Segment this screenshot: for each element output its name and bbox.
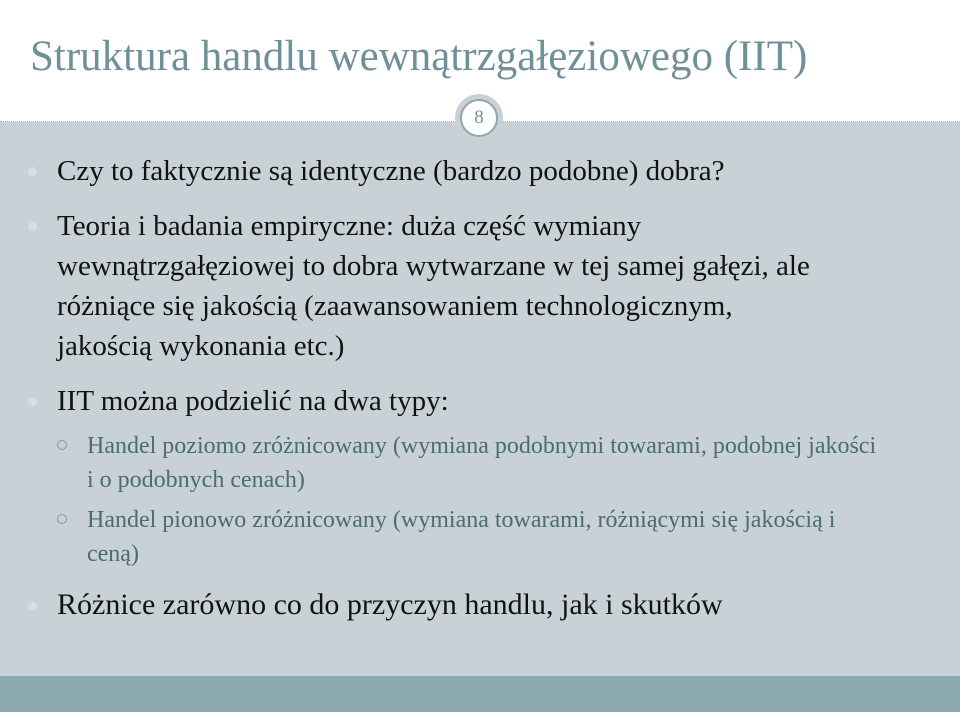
bullet-text: Różnice zarówno co do przyczyn handlu, jak i skutków <box>57 588 723 621</box>
sub-bullet-text: Handel poziomo zróżnicowany (wymiana podobnymi towarami, podobnej jakości i o podobnych cenach) <box>87 433 877 493</box>
bullet-text: Czy to faktycznie są identyczne (bardzo podobne) dobra? <box>57 155 725 187</box>
bullet-list <box>0 151 960 625</box>
bullet-item <box>0 151 960 191</box>
page-number-badge <box>455 94 503 142</box>
slide-title: Struktura handlu wewnątrzgałęziowego (IIT) <box>30 33 808 80</box>
bullet-dot-icon <box>28 397 37 406</box>
ring-bullet-icon <box>57 440 67 450</box>
sub-bullet-text: Handel pionowo zróżnicowany (wymiana towarami, różniącymi się jakością i ceną) <box>87 507 836 567</box>
ring-bullet-icon <box>57 514 67 524</box>
bullet-dot-icon <box>28 222 37 231</box>
bullet-item <box>0 585 960 625</box>
bullet-item <box>0 381 960 571</box>
bullet-dot-icon <box>28 602 37 611</box>
sub-bullet-item <box>57 429 920 497</box>
page-number: 8 <box>460 99 498 137</box>
bullet-item <box>0 206 960 366</box>
footer-bar <box>0 676 960 712</box>
bullet-text: IIT można podzielić na dwa typy: <box>57 385 449 417</box>
bullet-text: Teoria i badania empiryczne: duża część wymiany wewnątrzgałęziowej to dobra wytwarzane w tej samej gałęzi, ale różniące się jakością (zaawansowaniem technologicznym, jakością wykonania etc.) <box>57 210 810 362</box>
bullet-dot-icon <box>28 167 37 176</box>
sub-bullet-list <box>57 429 920 571</box>
sub-bullet-item <box>57 503 920 571</box>
